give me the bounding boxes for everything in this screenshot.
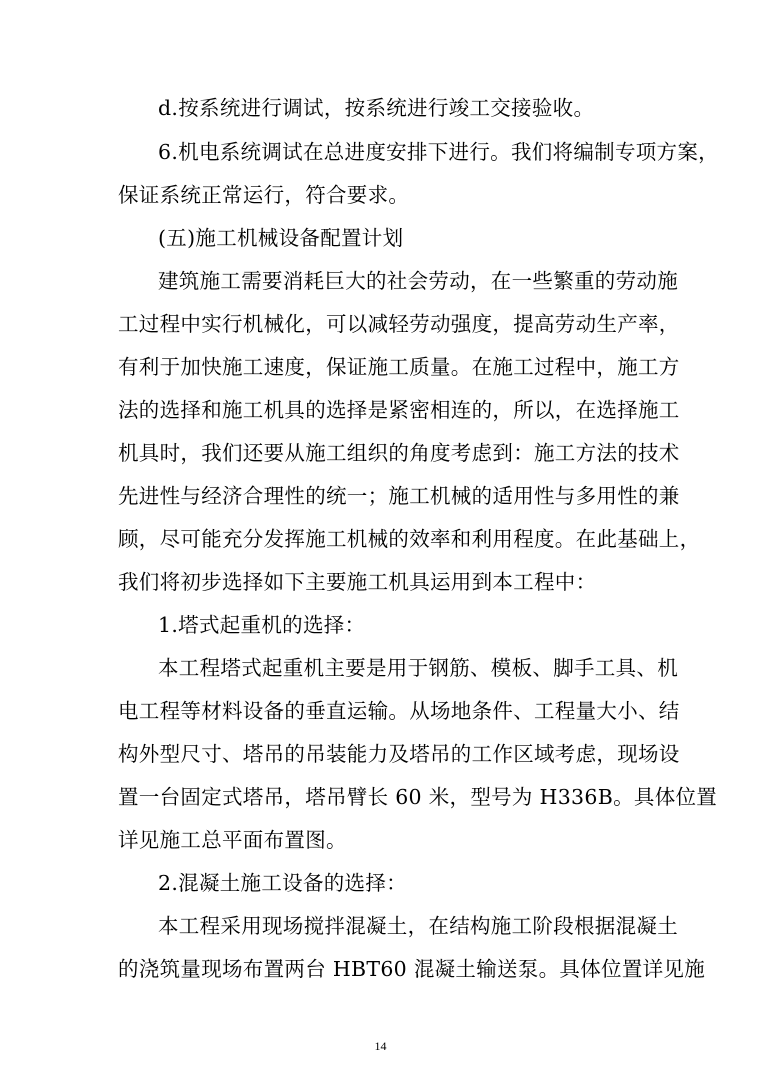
text-line: 构外型尺寸、塔吊的吊装能力及塔吊的工作区域考虑，现场设 <box>118 742 680 766</box>
section-heading: (五)施工机械设备配置计划 <box>158 226 404 250</box>
subsection-heading: 1.塔式起重机的选择： <box>158 613 366 637</box>
text-line: 我们将初步选择如下主要施工机具运用到本工程中： <box>118 570 597 594</box>
text-line: d.按系统进行调试，按系统进行竣工交接验收。 <box>158 96 595 120</box>
text-line: 机具时，我们还要从施工组织的角度考虑到：施工方法的技术 <box>118 441 680 465</box>
text-line: 顾，尽可能充分发挥施工机械的效率和利用程度。在此基础上， <box>118 527 701 551</box>
text-line: 6.机电系统调试在总进度安排下进行。我们将编制专项方案， <box>158 140 719 164</box>
text-line: 电工程等材料设备的垂直运输。从场地条件、工程量大小、结 <box>118 699 680 723</box>
text-line: 法的选择和施工机具的选择是紧密相连的，所以，在选择施工 <box>118 398 680 422</box>
text-line: 保证系统正常运行，符合要求。 <box>118 183 410 207</box>
text-line: 工过程中实行机械化，可以减轻劳动强度，提高劳动生产率， <box>118 312 680 336</box>
text-line: 的浇筑量现场布置两台 HBT60 混凝土输送泵。具体位置详见施 <box>118 957 706 981</box>
text-line: 本工程塔式起重机主要是用于钢筋、模板、脚手工具、机 <box>158 656 678 680</box>
text-line: 详见施工总平面布置图。 <box>118 828 347 852</box>
text-line: 置一台固定式塔吊，塔吊臂长 60 米，型号为 H336B。具体位置 <box>118 785 718 809</box>
text-line: 有利于加快施工速度，保证施工质量。在施工过程中，施工方 <box>118 355 680 379</box>
text-line: 本工程采用现场搅拌混凝土，在结构施工阶段根据混凝土 <box>158 914 678 938</box>
subsection-heading: 2.混凝土施工设备的选择： <box>158 871 407 895</box>
text-line: 先进性与经济合理性的统一；施工机械的适用性与多用性的兼 <box>118 484 680 508</box>
text-line: 建筑施工需要消耗巨大的社会劳动，在一些繁重的劳动施 <box>158 269 678 293</box>
page-number: 14 <box>374 1039 387 1053</box>
